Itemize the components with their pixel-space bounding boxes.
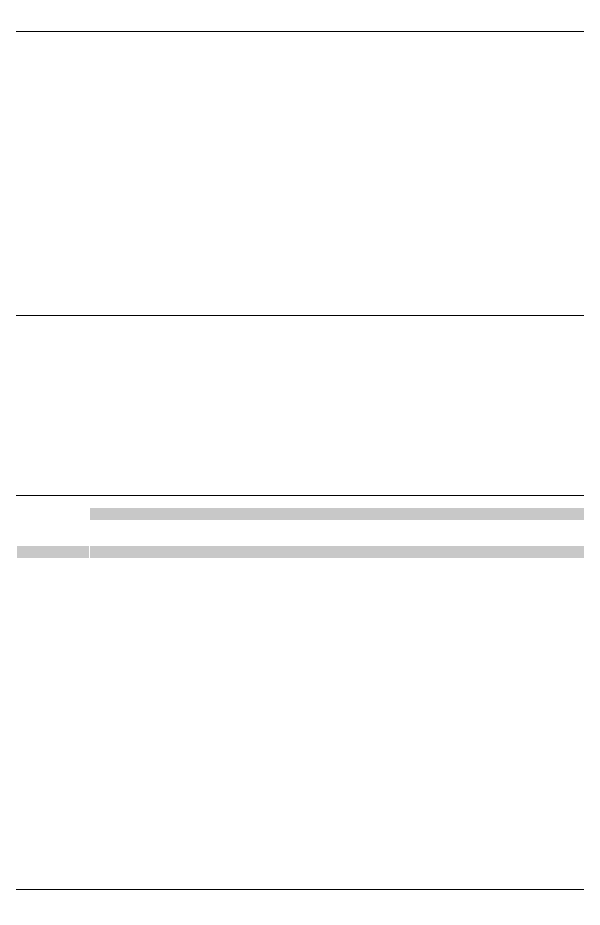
footer-divider	[16, 889, 584, 890]
combination-table	[16, 507, 585, 559]
actuator-row-top	[17, 521, 585, 533]
divider	[16, 31, 584, 32]
dp-label	[90, 545, 585, 558]
combination-body	[17, 508, 585, 559]
divider	[16, 495, 584, 496]
actuator-row-bottom	[17, 533, 585, 546]
blank-corner	[17, 508, 90, 521]
divider	[16, 315, 584, 316]
valve-label	[17, 545, 90, 558]
actuator-header	[90, 508, 585, 521]
blank-corner	[17, 533, 90, 546]
blank-corner	[17, 521, 90, 533]
